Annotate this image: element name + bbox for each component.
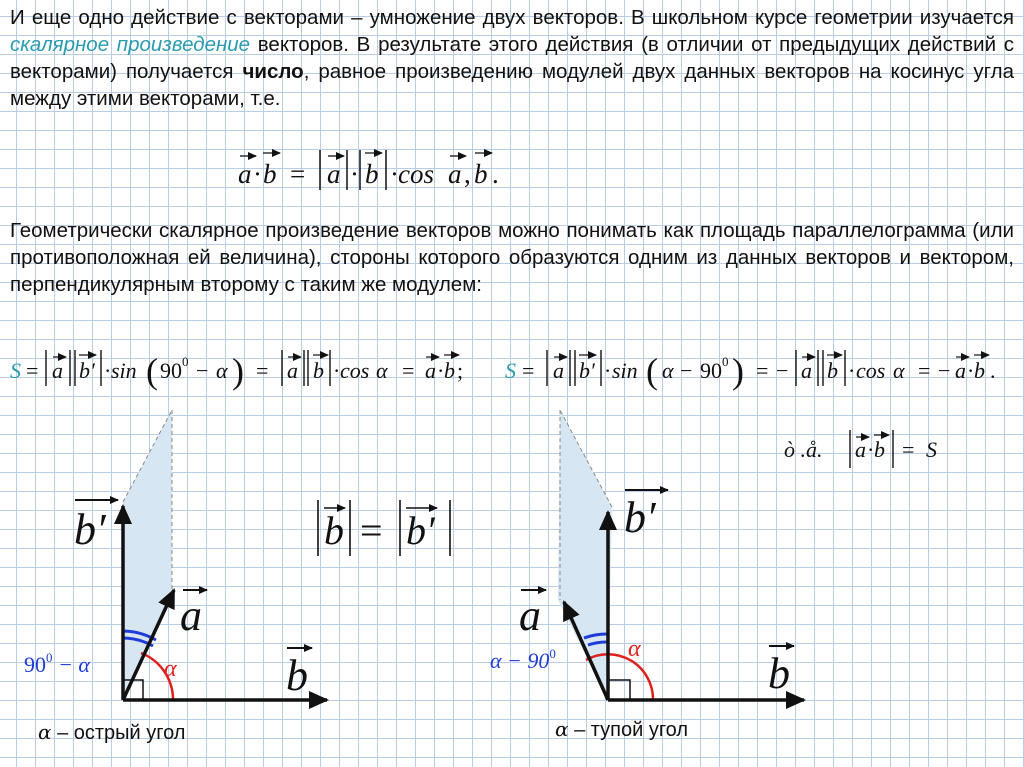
caption-text: – тупой угол <box>568 719 689 741</box>
svg-text:,: , <box>464 159 471 189</box>
formula-a2: a <box>327 159 341 189</box>
svg-text:90: 90 <box>700 358 722 383</box>
angle-label-complement: $90^0 - \alpha$ <box>24 650 90 677</box>
formula-b: b <box>263 159 277 189</box>
svg-text:;: ; <box>457 358 464 383</box>
formula-left <box>10 350 463 391</box>
intro-text-2: векторов. В результате этого действия (в отличии от предыдущих действий с векторами) получается <box>10 33 1015 83</box>
svg-text:=: = <box>902 437 915 462</box>
svg-text:·: · <box>350 159 359 189</box>
svg-text:·: · <box>437 358 445 383</box>
formula-left-S: S <box>10 358 21 383</box>
formula-te <box>784 430 937 468</box>
svg-text:·: · <box>867 437 875 462</box>
svg-text:·: · <box>848 358 856 383</box>
svg-text:·: · <box>333 358 341 383</box>
formula-right <box>505 350 996 391</box>
svg-text:=: = <box>522 358 535 383</box>
svg-text:=: = <box>756 358 769 383</box>
number-word: число <box>242 60 304 83</box>
svg-text:a: a <box>287 358 298 383</box>
svg-text:cos: cos <box>856 358 886 383</box>
svg-text:=: = <box>402 358 415 383</box>
svg-text:a: a <box>855 437 866 462</box>
svg-text:.: . <box>990 358 996 383</box>
svg-text:b: b <box>474 159 488 189</box>
svg-text:(: ( <box>146 351 158 391</box>
svg-text:0: 0 <box>182 354 189 369</box>
svg-text:=: = <box>256 358 269 383</box>
svg-text:a: a <box>448 159 462 189</box>
svg-text:·: · <box>604 358 612 383</box>
formula-dot: · <box>253 159 262 189</box>
svg-text:a: a <box>425 358 436 383</box>
svg-text:α: α <box>216 358 228 383</box>
svg-text:a: a <box>52 358 63 383</box>
left-caption <box>38 720 185 745</box>
label-b: b <box>768 649 790 698</box>
svg-text:=: = <box>360 508 383 553</box>
svg-text:α: α <box>893 358 905 383</box>
svg-text:α: α <box>376 358 388 383</box>
angle-label-alpha: α <box>628 636 641 662</box>
formula-equals: = <box>290 159 306 189</box>
svg-text:): ) <box>232 351 244 391</box>
svg-text:b: b <box>874 437 885 462</box>
right-angle-icon <box>608 680 630 700</box>
label-a: a <box>180 591 202 640</box>
svg-text:sin: sin <box>612 358 638 383</box>
equal-modules-formula <box>318 500 450 556</box>
left-diagram <box>24 410 327 700</box>
formula-te-prefix: ò .å. <box>784 437 823 462</box>
svg-text:b: b <box>827 358 838 383</box>
svg-text:b: b <box>313 358 324 383</box>
main-formula <box>238 150 499 190</box>
svg-text:b: b <box>324 508 344 553</box>
svg-text:a: a <box>955 358 966 383</box>
svg-text:): ) <box>732 351 744 391</box>
formula-right-S: S <box>505 358 516 383</box>
svg-text:b: b <box>444 358 455 383</box>
svg-text:−: − <box>776 358 789 383</box>
caption-alpha-symbol: α <box>38 720 52 744</box>
angle-label-excess: $\alpha - 90^0$ <box>490 646 556 673</box>
right-parallelogram <box>558 410 612 700</box>
formula-a: a <box>238 159 252 189</box>
geometric-text: Геометрически скалярное произведение векторов можно понимать как площадь параллелограмма (или противоположная ей величина), стороны которого образуются одним из данных векторов и вектором, перпендикулярным второму с таким же модулем: <box>10 219 1014 296</box>
caption-text: – острый угол <box>51 722 186 744</box>
right-diagram <box>490 410 804 700</box>
svg-text:=: = <box>26 358 39 383</box>
svg-text:·: · <box>390 159 399 189</box>
scalar-product-term: скалярное произведение <box>10 33 251 56</box>
svg-text:sin: sin <box>111 358 137 383</box>
svg-text:−: − <box>938 358 951 383</box>
svg-text:cos: cos <box>340 358 370 383</box>
label-a: a <box>519 591 541 640</box>
label-bprime: b′ <box>74 505 106 554</box>
svg-text:b′: b′ <box>79 358 95 383</box>
svg-text:b′: b′ <box>406 508 435 553</box>
svg-text:a: a <box>553 358 564 383</box>
svg-text:.: . <box>492 159 499 189</box>
intro-text-3: , равное произведению модулей двух данных векторов на косинус угла между этими векторами, т.е. <box>10 60 1014 110</box>
svg-text:·: · <box>967 358 975 383</box>
svg-text:−: − <box>196 358 209 383</box>
svg-text:S: S <box>926 437 937 462</box>
svg-text:0: 0 <box>722 354 729 369</box>
label-bprime: b′ <box>624 493 656 542</box>
svg-text:α: α <box>662 358 674 383</box>
svg-text:b: b <box>974 358 985 383</box>
intro-text-1: И еще одно действие с векторами – умножение двух векторов. В школьном курсе геометрии изучается <box>10 6 1014 29</box>
svg-text:(: ( <box>646 351 658 391</box>
svg-text:90: 90 <box>160 358 182 383</box>
svg-text:cos: cos <box>398 159 434 189</box>
svg-text:=: = <box>918 358 931 383</box>
svg-text:b′: b′ <box>579 358 595 383</box>
svg-text:b: b <box>365 159 379 189</box>
right-caption <box>555 717 688 742</box>
svg-text:·: · <box>104 358 112 383</box>
caption-alpha-symbol: α <box>555 717 569 741</box>
svg-text:a: a <box>801 358 812 383</box>
angle-label-alpha: α <box>164 656 177 682</box>
svg-text:−: − <box>680 358 693 383</box>
label-b: b <box>286 651 308 700</box>
